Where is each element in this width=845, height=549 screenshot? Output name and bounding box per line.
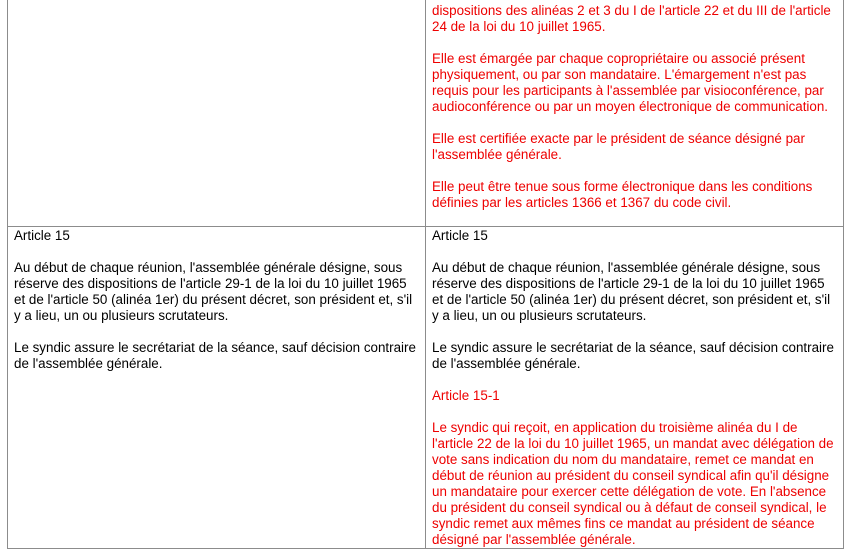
table-row <box>8 0 844 227</box>
article-paragraph: Au début de chaque réunion, l'assemblée générale désigne, sous réserve des dispositions de l'article 29-1 de la loi du 10 juillet 1965 et de l'article 50 (alinéa 1er) du présent décret, son président et, s'il y a lieu, un ou plusieurs scrutateurs. <box>432 260 831 323</box>
article-paragraph: Au début de chaque réunion, l'assemblée générale désigne, sous réserve des dispositions de l'article 29-1 de la loi du 10 juillet 1965 et de l'article 50 (alinéa 1er) du présent décret, son président et, s'il y a lieu, un ou plusieurs scrutateurs. <box>14 260 413 323</box>
article-paragraph: Le syndic assure le secrétariat de la séance, sauf décision contraire de l'assemblée générale. <box>432 340 834 371</box>
table-row <box>8 227 844 549</box>
new-version-cell <box>426 0 844 227</box>
article-heading: Article 15 <box>14 228 70 243</box>
new-version-cell <box>426 227 844 549</box>
added-paragraph: dispositions des alinéas 2 et 3 du I de l'article 22 et du III de l'article 24 de la loi du 10 juillet 1965. <box>432 3 831 34</box>
article-heading: Article 15 <box>432 228 488 243</box>
added-paragraph: Elle peut être tenue sous forme électronique dans les conditions définies par les articles 1366 et 1367 du code civil. <box>432 179 813 210</box>
old-version-cell <box>8 227 426 549</box>
added-paragraph: Elle est émargée par chaque copropriétaire ou associé présent physiquement, ou par son mandataire. L'émargement n'est pas requis pour les participants à l'assemblée par visioconférence, par audioconférence ou par un moyen électronique de communication. <box>432 51 829 114</box>
article-paragraph: Le syndic assure le secrétariat de la séance, sauf décision contraire de l'assemblée générale. <box>14 340 416 371</box>
added-paragraph: Elle est certifiée exacte par le président de séance désigné par l'assemblée générale. <box>432 131 805 162</box>
old-version-cell <box>8 0 426 227</box>
added-article-heading: Article 15-1 <box>432 388 500 403</box>
added-paragraph: Le syndic qui reçoit, en application du troisième alinéa du I de l'article 22 de la loi du 10 juillet 1965, un mandat avec délégation de vote sans indication du nom du mandataire, remet ce mandat en début de réunion au président du conseil syndical afin qu'il désigne un mandataire pour exercer cette délégation de vote. En l'absence du président du conseil syndical ou à défaut de conseil syndical, le syndic remet aux mêmes fins ce mandat au président de séance désigné par l'assemblée générale. <box>432 420 834 547</box>
comparison-table <box>7 0 844 549</box>
